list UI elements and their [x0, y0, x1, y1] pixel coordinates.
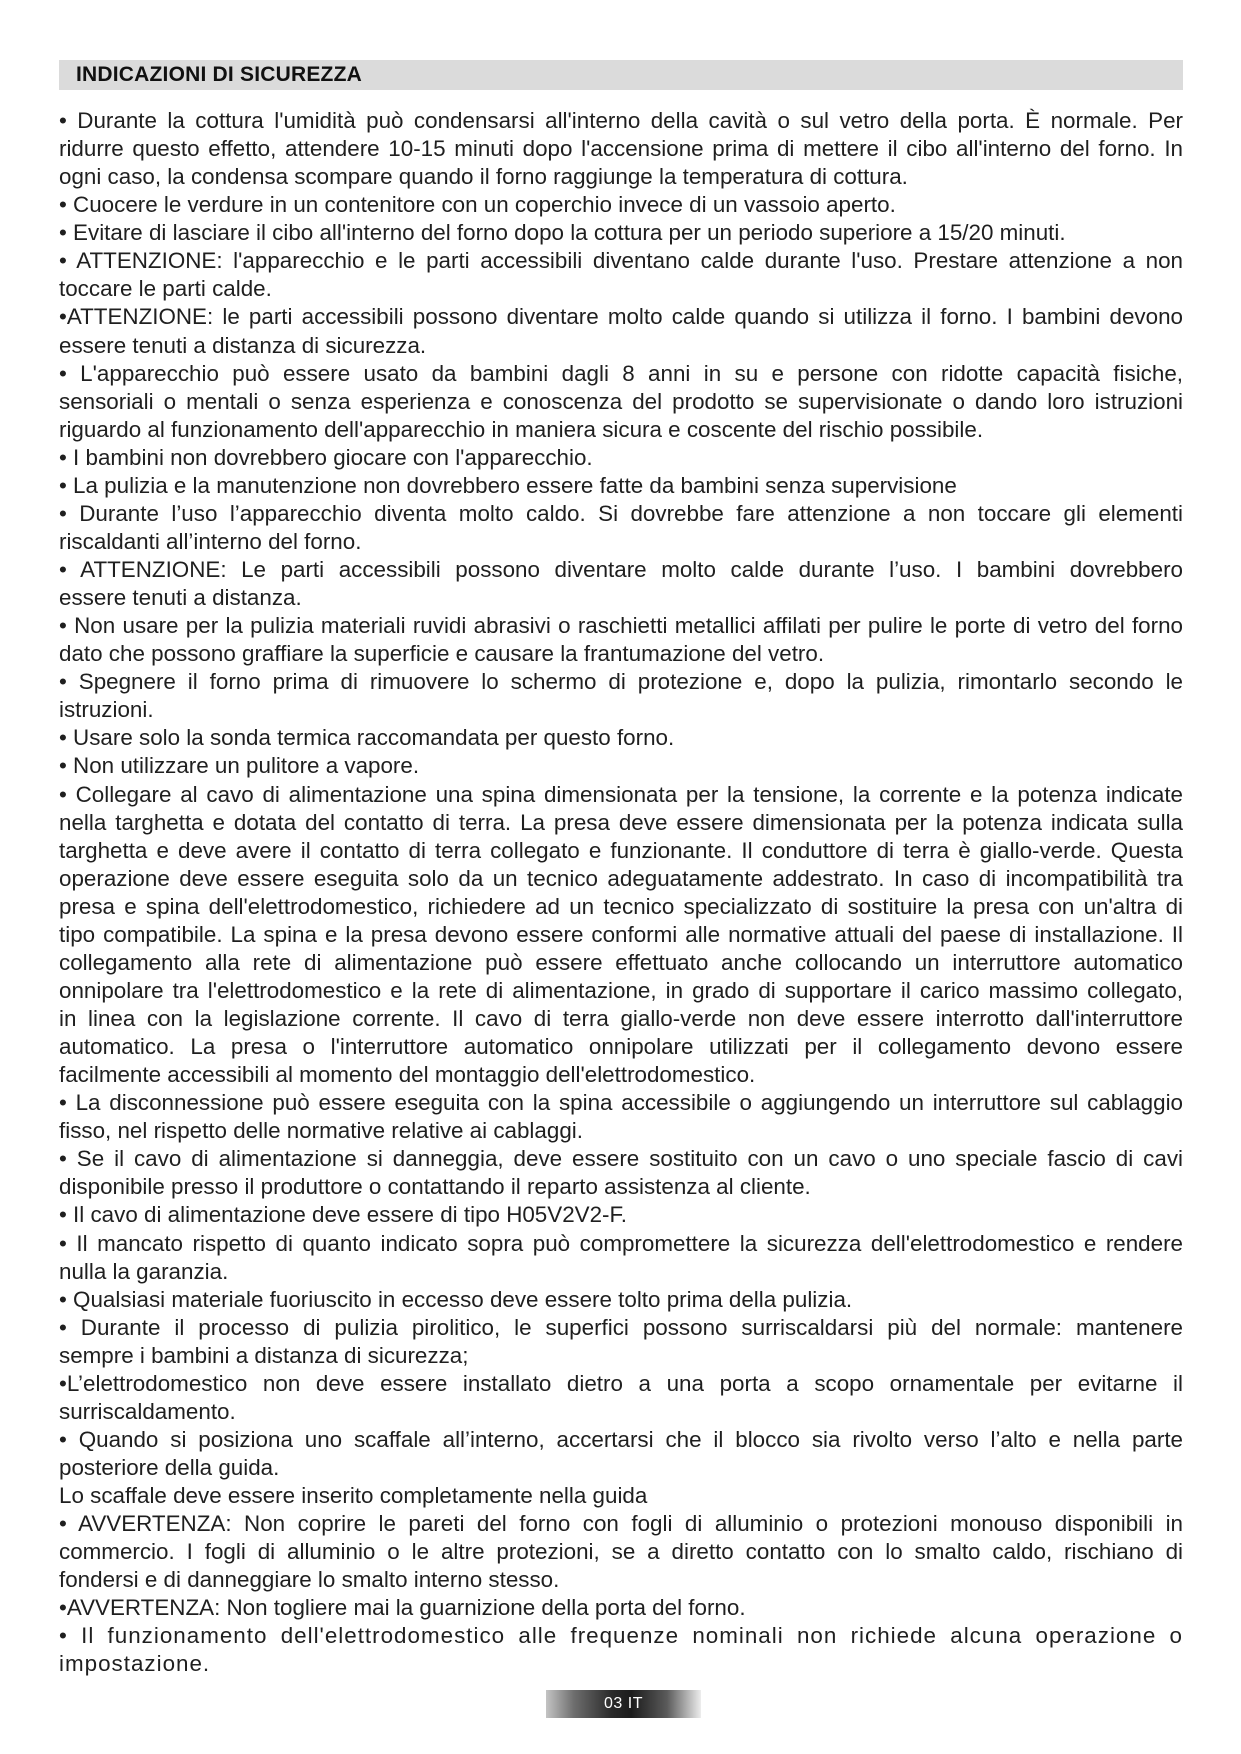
text-line: collegamento alla rete di alimentazione può essere effettuato anche collocando un interruttore automatico [59, 949, 1183, 975]
section-title: INDICAZIONI DI SICUREZZA [76, 63, 362, 86]
text-line: • Collegare al cavo di alimentazione una spina dimensionata per la tensione, la corrente e la potenza indicate [59, 781, 1183, 807]
instruction-item [59, 1426, 1183, 1482]
instruction-item [59, 724, 1183, 752]
instruction-item [59, 1482, 1183, 1510]
text-line: surriscaldamento. [59, 1398, 236, 1424]
text-line: • Durante il processo di pulizia pirolitico, le superfici possono surriscaldarsi più del normale: mantenere [59, 1314, 1183, 1340]
instruction-item [59, 472, 1183, 500]
instruction-item [59, 1622, 1183, 1678]
instruction-item [59, 360, 1183, 444]
text-line: essere tenuti a distanza di sicurezza. [59, 332, 427, 358]
text-line: nella targhetta e dotata del contatto di terra. La presa deve essere dimensionata per la potenza indicata sulla [59, 809, 1183, 835]
page-number-badge [546, 1690, 701, 1718]
instruction-item [59, 107, 1183, 191]
instruction-item [59, 444, 1183, 472]
text-line: • Cuocere le verdure in un contenitore con un coperchio invece di un vassoio aperto. [59, 192, 896, 218]
text-line: riguardo al funzionamento dell'apparecchio in maniera sicura e coscente del rischio possibile. [59, 416, 984, 442]
instruction-item [59, 1201, 1183, 1229]
text-line: •ATTENZIONE: le parti accessibili possono diventare molto calde quando si utilizza il forno. I bambini devono [59, 304, 1183, 330]
text-line: targhetta e deve avere il contatto di terra collegato e funzionante. Il conduttore di terra è giallo-verde. Questa [59, 837, 1183, 863]
instruction-item [59, 500, 1183, 556]
text-line: disponibile presso il produttore o contattando il reparto assistenza al cliente. [59, 1174, 811, 1200]
text-line: • Se il cavo di alimentazione si danneggia, deve essere sostituito con un cavo o uno speciale fascio di cavi [59, 1146, 1183, 1172]
text-line: • Il cavo di alimentazione deve essere di tipo H05V2V2-F. [59, 1202, 627, 1228]
text-line: • ATTENZIONE: l'apparecchio e le parti accessibili diventano calde durante l'uso. Prestare attenzione a non [59, 248, 1183, 274]
text-line: • Durante la cottura l'umidità può condensarsi all'interno della cavità o sul vetro della porta. È normale. Per [59, 108, 1183, 133]
instruction-item [59, 752, 1183, 780]
text-line: • La disconnessione può essere eseguita con la spina accessibile o aggiungendo un interruttore sul cablaggio [59, 1090, 1183, 1116]
text-line: • I bambini non dovrebbero giocare con l'apparecchio. [59, 444, 593, 470]
instruction-item [59, 1510, 1183, 1594]
instruction-item [59, 1286, 1183, 1314]
page-number: 03 IT [604, 1695, 643, 1712]
text-line: • AVVERTENZA: Non coprire le pareti del forno con fogli di alluminio o protezioni monouso disponibili in [59, 1511, 1183, 1537]
instruction-item [59, 668, 1183, 724]
text-line: sensoriali o mentali o senza esperienza e conoscenza del prodotto se supervisionate o dando loro istruzioni [59, 388, 1183, 414]
text-line: ridurre questo effetto, attendere 10-15 minuti dopo l'accensione prima di mettere il cibo all'interno del forno. In [59, 136, 1183, 162]
text-line: •AVVERTENZA: Non togliere mai la guarnizione della porta del forno. [59, 1595, 746, 1621]
instruction-item [59, 303, 1183, 359]
safety-instructions [59, 107, 1183, 1679]
text-line: • Spegnere il forno prima di rimuovere lo schermo di protezione e, dopo la pulizia, rimontarlo secondo le [59, 669, 1183, 695]
text-line: in linea con la legislazione corrente. Il cavo di terra giallo-verde non deve essere interrotto dall'interruttore [59, 1006, 1183, 1031]
section-header [59, 60, 1183, 90]
instruction-item [59, 247, 1183, 303]
text-line: impostazione. [59, 1651, 211, 1677]
text-line: •L’elettrodomestico non deve essere installato dietro a una porta a scopo ornamentale per evitarne il [59, 1370, 1183, 1396]
text-line: • La pulizia e la manutenzione non dovrebbero essere fatte da bambini senza supervisione [59, 472, 957, 498]
instruction-item [59, 1314, 1183, 1370]
text-line: essere tenuti a distanza. [59, 585, 302, 611]
text-line: • L'apparecchio può essere usato da bambini dagli 8 anni in su e persone con ridotte capacità fisiche, [59, 360, 1183, 386]
instruction-item [59, 191, 1183, 219]
text-line: Lo scaffale deve essere inserito completamente nella guida [59, 1483, 648, 1509]
text-line: • Durante l’uso l’apparecchio diventa molto caldo. Si dovrebbe fare attenzione a non toccare gli elementi [59, 500, 1183, 526]
instruction-item [59, 612, 1183, 668]
text-line: nulla la garanzia. [59, 1258, 229, 1284]
text-line: onnipolare tra l'elettrodomestico e la rete di alimentazione, in grado di supportare il carico massimo collegato, [59, 977, 1183, 1003]
text-line: operazione deve essere eseguita solo da un tecnico adeguatamente addestrato. In caso di incompatibilità tra [59, 865, 1183, 891]
text-line: • Qualsiasi materiale fuoriuscito in eccesso deve essere tolto prima della pulizia. [59, 1286, 853, 1312]
instruction-item [59, 1089, 1183, 1145]
instruction-item [59, 219, 1183, 247]
text-line: tipo compatibile. La spina e la presa devono essere conformi alle normative attuali del paese di installazione. Il [59, 921, 1183, 947]
instruction-item [59, 781, 1183, 1090]
text-line: • Non usare per la pulizia materiali ruvidi abrasivi o raschietti metallici affilati per pulire le porte di vetro del forno [59, 613, 1183, 639]
text-line: • Il funzionamento dell'elettrodomestico alle frequenze nominali non richiede alcuna operazione o [59, 1623, 1183, 1649]
text-line: toccare le parti calde. [59, 276, 272, 302]
text-line: istruzioni. [59, 697, 154, 723]
text-line: • ATTENZIONE: Le parti accessibili possono diventare molto calde durante l’uso. I bambini dovrebbero [59, 557, 1183, 582]
text-line: • Il mancato rispetto di quanto indicato sopra può compromettere la sicurezza dell'elettrodomestico e rendere [59, 1230, 1183, 1256]
text-line: • Quando si posiziona uno scaffale all’interno, accertarsi che il blocco sia rivolto verso l’alto e nella parte [59, 1426, 1183, 1452]
text-line: • Usare solo la sonda termica raccomandata per questo forno. [59, 725, 675, 751]
instruction-item [59, 1145, 1183, 1201]
instruction-item [59, 1230, 1183, 1286]
text-line: automatico. La presa o l'interruttore automatico onnipolare utilizzati per il collegamento devono essere [59, 1034, 1183, 1060]
text-line: posteriore della guida. [59, 1455, 280, 1480]
text-line: • Evitare di lasciare il cibo all'interno del forno dopo la cottura per un periodo superiore a 15/20 minuti. [59, 220, 1066, 246]
text-line: ogni caso, la condensa scompare quando il forno raggiunge la temperatura di cottura. [59, 164, 908, 190]
text-line: facilmente accessibili al momento del montaggio dell'elettrodomestico. [59, 1062, 756, 1088]
instruction-item [59, 1594, 1183, 1622]
text-line: sempre i bambini a distanza di sicurezza; [59, 1342, 469, 1368]
text-line: dato che possono graffiare la superficie e causare la frantumazione del vetro. [59, 641, 825, 667]
text-line: • Non utilizzare un pulitore a vapore. [59, 753, 420, 779]
text-line: fisso, nel rispetto delle normative relative ai cablaggi. [59, 1118, 583, 1144]
instruction-item [59, 556, 1183, 612]
text-line: presa e spina dell'elettrodomestico, richiedere ad un tecnico specializzato di sostituire la presa con un'altra di [59, 893, 1183, 919]
text-line: riscaldanti all’interno del forno. [59, 528, 362, 554]
text-line: fondersi e di danneggiare lo smalto interno stesso. [59, 1567, 560, 1593]
text-line: commercio. I fogli di alluminio o le altre protezioni, se a diretto contatto con lo smalto caldo, rischiano di [59, 1539, 1183, 1565]
instruction-item [59, 1370, 1183, 1426]
